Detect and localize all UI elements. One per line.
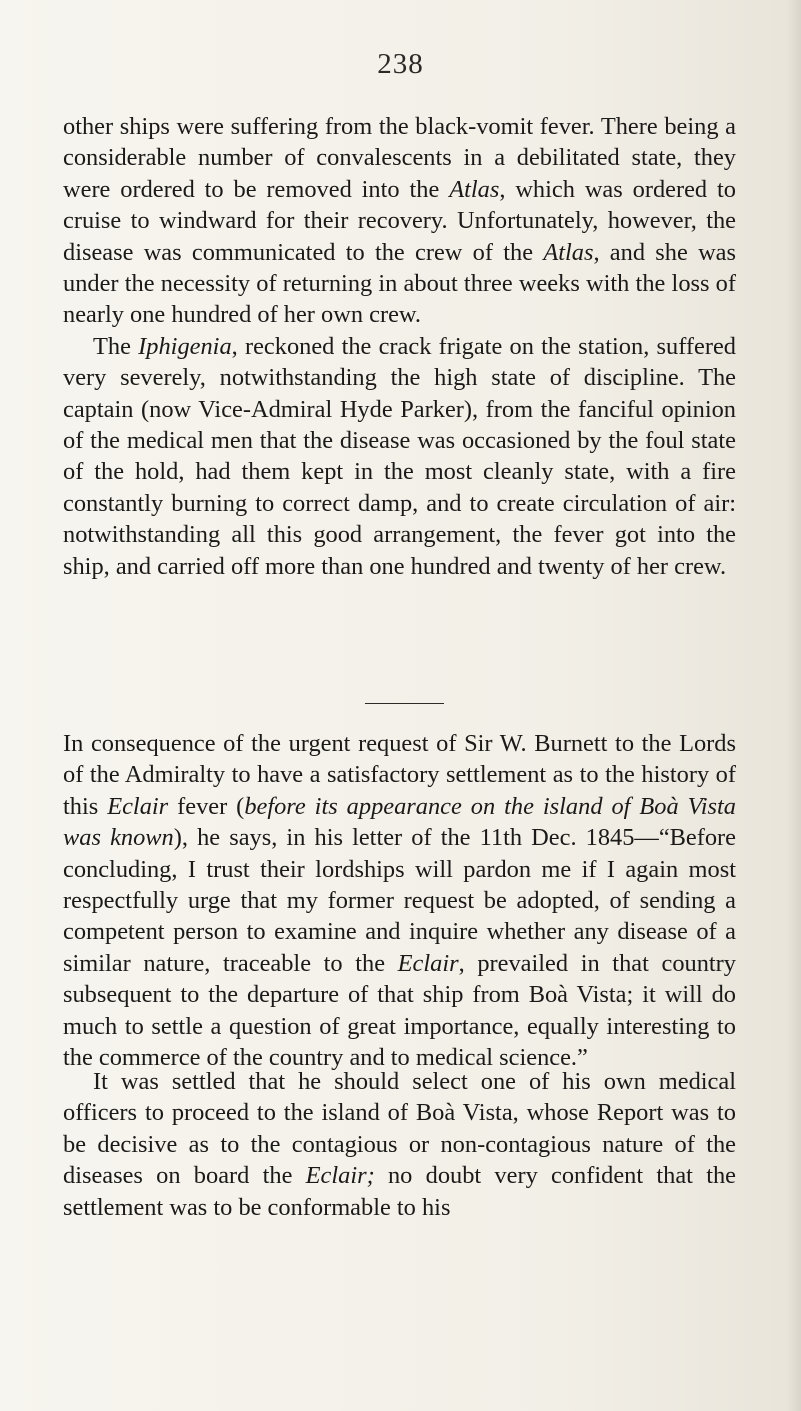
ship-name-eclair: Eclair (107, 792, 169, 820)
ship-name-atlas: Atlas (449, 175, 500, 203)
text-run: other ships were suffering from the black-vomit fever. There being a considerable number of convalescents in a debilitated state, they were ordered to be removed into the (63, 113, 736, 203)
paragraph (63, 1066, 736, 1223)
italic-phrase: before its appearance on the island of Boà Vista was known (63, 792, 736, 852)
text-run: fever ( (168, 792, 245, 820)
text-run: ), he says, in his letter of the 11th Dec. 1845—“Before concluding, I trust their lordships will pardon me if I again most respectfully urge that my former request be adopted, of sending a competent person to examine and inquire whether any disease of a similar nature, traceable to the (63, 824, 737, 977)
ship-name-eclair: Eclair (397, 949, 459, 977)
ship-name-iphigenia: Iphigenia (138, 332, 232, 360)
text-run: no doubt very confident that the settlement was to be conformable to his (63, 1162, 736, 1221)
text-run: , reckoned the crack frigate on the station, suffered very severely, notwithstanding the high state of discipline. The captain (now Vice-Admiral Hyde Parker), from the fanciful opinion of the medical men that the disease was occasioned by the foul state of the hold, had them kept in the most cleanly state, with a fire constantly burning to correct damp, and to create circulation of air: notwithstanding all this good arrangement, the fever got into the ship, and carried off more than one hundred and twenty of her crew. (63, 332, 736, 580)
ship-name-eclair: Eclair; (305, 1162, 375, 1190)
text-run: , which was ordered to cruise to windward for their recovery. Unfortunately, however, the disease was communicated to the crew of the (63, 175, 736, 266)
text-run: , prevailed in that country subsequent to the departure of that ship from Boà Vista; it will do much to settle a question of great importance, equally interesting to the commerce of the country and to medical science.” (63, 949, 736, 1072)
page-number: 238 (377, 48, 424, 80)
paragraph (63, 331, 736, 582)
paragraph (63, 728, 736, 1073)
text-run: , and she was under the necessity of returning in about three weeks with the loss of nearly one hundred of her own crew. (63, 238, 736, 329)
page-edge-shadow (787, 0, 801, 1411)
text-block-1 (63, 111, 736, 582)
text-block-2 (63, 728, 736, 1073)
text-run: The (93, 332, 139, 360)
section-divider (365, 703, 444, 704)
text-run: In consequence of the urgent request of Sir W. Burnett to the Lords of the Admiralty to have a satisfactory settlement as to the history of this (63, 730, 736, 820)
text-block-3 (63, 1066, 736, 1223)
ship-name-atlas: Atlas (543, 238, 594, 266)
paragraph (63, 111, 736, 331)
text-run: It was settled that he should select one of his own medical officers to proceed to the island of Boà Vista, whose Report was to be decisive as to the contagious or non-contagious nature of the diseases on board the (63, 1068, 736, 1190)
